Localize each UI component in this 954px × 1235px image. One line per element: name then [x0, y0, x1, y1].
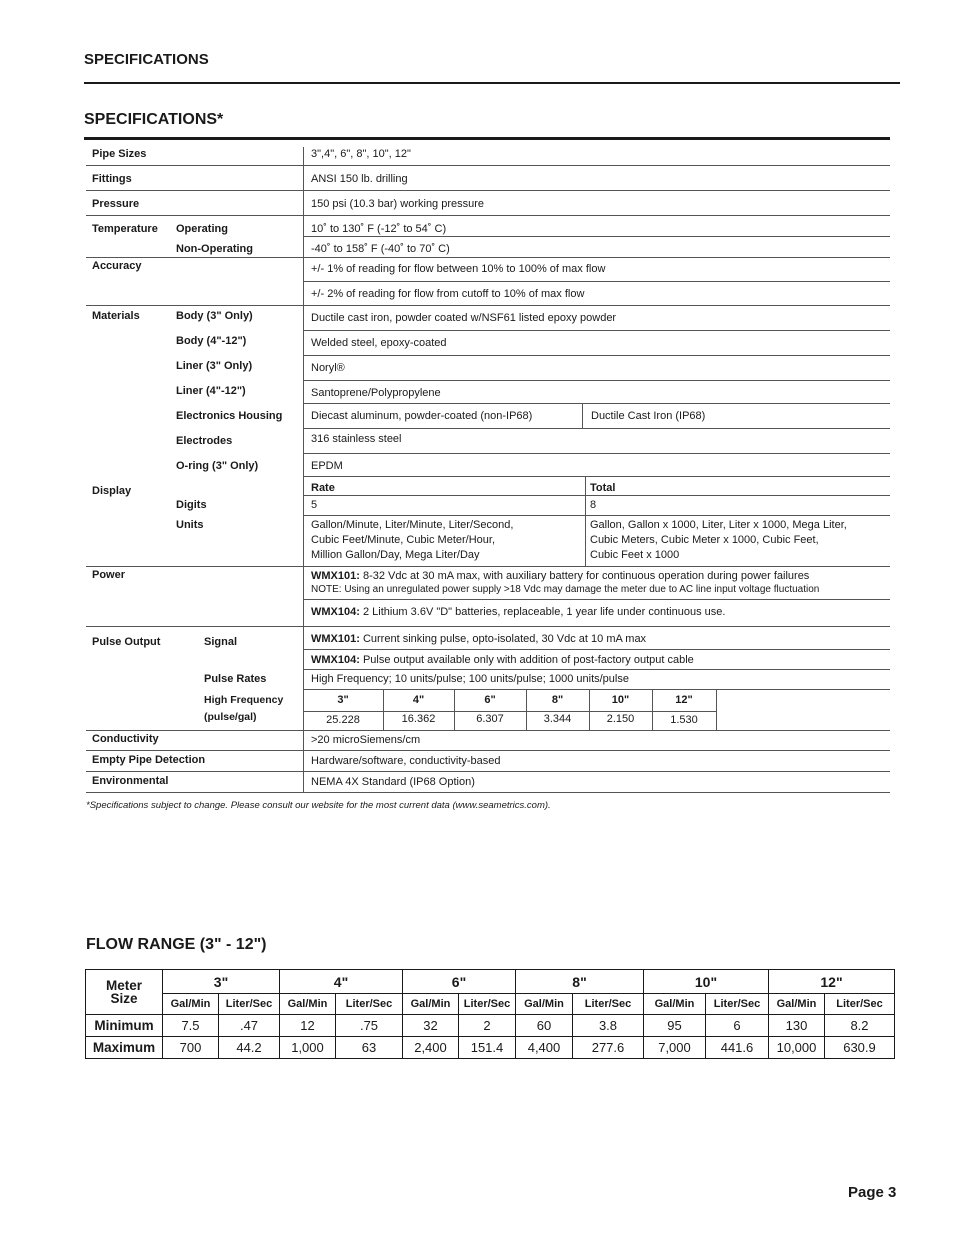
minimum-cell: .75	[336, 1015, 403, 1037]
flow-size-row	[86, 970, 895, 994]
hf-size: 8"	[551, 694, 564, 706]
row-divider	[86, 771, 890, 772]
minimum-cell: 8.2	[825, 1015, 895, 1037]
hf-size: 3"	[337, 694, 349, 706]
value-electronics-housing: Diecast aluminum, powder-coated (non-IP68)	[311, 410, 533, 422]
minimum-cell: 130	[769, 1015, 825, 1037]
row-divider	[303, 380, 890, 381]
label-temperature: Temperature	[92, 223, 158, 235]
row-divider	[86, 305, 890, 306]
hf-value: 1.530	[670, 714, 698, 726]
unit-gal-min: Gal/Min	[163, 994, 219, 1015]
value-accuracy-1: +/- 1% of reading for flow between 10% to 100% of max flow	[311, 263, 606, 275]
value-liner-3: Noryl®	[311, 362, 345, 374]
row-divider	[303, 476, 890, 477]
hf-value: 3.344	[543, 713, 572, 725]
minimum-cell: 3.8	[573, 1015, 644, 1037]
value-electronics-housing-ip68: Ductile Cast Iron (IP68)	[591, 410, 706, 422]
hf-size: 4"	[412, 694, 425, 706]
minimum-label: Minimum	[86, 1015, 163, 1037]
flow-maximum-row	[86, 1037, 895, 1059]
value-pulse-rates: High Frequency; 10 units/pulse; 100 units/pulse; 1000 units/pulse	[311, 673, 629, 685]
hf-value: 6.307	[476, 713, 504, 725]
value-digits-total: 8	[590, 499, 597, 511]
footnote: *Specifications subject to change. Please consult our website for the most current data (www.seametrics.com).	[86, 800, 551, 811]
unit-gal-min: Gal/Min	[280, 994, 336, 1015]
unit-liter-sec: Liter/Sec	[706, 994, 769, 1015]
label-liner-3: Liner (3" Only)	[176, 360, 253, 372]
maximum-cell: 44.2	[219, 1037, 280, 1059]
value-units-total-1: Gallon, Gallon x 1000, Liter, Liter x 1000, Mega Liter,	[590, 519, 847, 531]
label-liner-4-12: Liner (4"-12")	[176, 385, 246, 397]
value-liner-4-12: Santoprene/Polypropylene	[311, 387, 441, 399]
signal-wmx101-text: Current sinking pulse, opto-isolated, 30 Vdc at 10 mA max	[359, 633, 647, 645]
value-pipe-sizes: 3",4", 6", 8", 10", 12"	[311, 148, 411, 160]
label-electronics-housing: Electronics Housing	[176, 410, 283, 422]
value-non-operating: -40˚ to 158˚ F (-40˚ to 70˚ C)	[311, 243, 450, 255]
label-operating: Operating	[176, 223, 228, 235]
meter-size-header	[86, 970, 163, 1015]
column-divider	[582, 403, 583, 428]
maximum-cell: 441.6	[706, 1037, 769, 1059]
flow-size-header: 10"	[644, 970, 769, 994]
minimum-cell: 7.5	[163, 1015, 219, 1037]
minimum-cell: 60	[516, 1015, 573, 1037]
power-wmx101-text: 8-32 Vdc at 30 mA max, with auxiliary battery for continuous operation during power failures	[359, 570, 810, 582]
value-power-wmx104	[311, 605, 725, 620]
value-power-note: NOTE: Using an unregulated power supply >18 Vdc may damage the meter due to AC line input voltage fluctuation	[311, 584, 820, 595]
value-environmental: NEMA 4X Standard (IP68 Option)	[311, 776, 475, 788]
specifications-title: SPECIFICATIONS*	[84, 111, 224, 128]
label-signal: Signal	[204, 636, 238, 648]
row-divider	[86, 190, 890, 191]
row-divider	[303, 355, 890, 356]
minimum-cell: 12	[280, 1015, 336, 1037]
label-empty-pipe: Empty Pipe Detection	[92, 754, 206, 766]
value-units-rate-3: Million Gallon/Day, Mega Liter/Day	[311, 549, 480, 561]
maximum-cell: 2,400	[403, 1037, 459, 1059]
value-units-rate-2: Cubic Feet/Minute, Cubic Meter/Hour,	[311, 534, 496, 546]
specifications-rule	[84, 137, 890, 140]
meter-size-label-2: Size	[110, 991, 138, 1006]
row-divider	[86, 165, 890, 166]
value-pressure: 150 psi (10.3 bar) working pressure	[311, 198, 485, 210]
value-operating: 10˚ to 130˚ F (-12˚ to 54˚ C)	[311, 223, 447, 235]
label-o-ring: O-ring (3" Only)	[176, 460, 259, 472]
row-divider	[303, 599, 890, 600]
hf-size: 10"	[611, 694, 630, 706]
maximum-label: Maximum	[86, 1037, 163, 1059]
flow-range-table	[85, 969, 895, 1059]
value-o-ring: EPDM	[311, 460, 343, 472]
value-body-3: Ductile cast iron, powder coated w/NSF61 listed epoxy powder	[311, 312, 617, 324]
label-pressure: Pressure	[92, 198, 140, 210]
signal-wmx104-model: WMX104:	[311, 654, 360, 666]
maximum-cell: 700	[163, 1037, 219, 1059]
minimum-cell: 2	[459, 1015, 516, 1037]
flow-size-header: 6"	[403, 970, 516, 994]
value-body-4-12: Welded steel, epoxy-coated	[311, 337, 447, 349]
minimum-cell: .47	[219, 1015, 280, 1037]
meter-size-label-1: Meter	[105, 978, 142, 993]
power-wmx104-text: 2 Lithium 3.6V "D" batteries, replaceable, 1 year life under continuous use.	[359, 606, 726, 618]
label-body-4-12: Body (4"-12")	[176, 335, 247, 347]
flow-minimum-row	[86, 1015, 895, 1037]
maximum-cell: 7,000	[644, 1037, 706, 1059]
unit-liter-sec: Liter/Sec	[219, 994, 280, 1015]
label-pulse-rates: Pulse Rates	[204, 673, 267, 685]
row-divider	[303, 515, 890, 516]
label-accuracy: Accuracy	[92, 260, 142, 272]
unit-gal-min: Gal/Min	[644, 994, 706, 1015]
hf-size: 6"	[484, 694, 496, 706]
value-accuracy-2: +/- 2% of reading for flow from cutoff to 10% of max flow	[311, 288, 585, 300]
row-divider	[303, 689, 890, 690]
label-units: Units	[176, 519, 204, 531]
value-fittings: ANSI 150 lb. drilling	[311, 173, 408, 185]
maximum-cell: 1,000	[280, 1037, 336, 1059]
row-divider	[86, 792, 890, 793]
column-divider	[585, 476, 586, 566]
minimum-cell: 6	[706, 1015, 769, 1037]
unit-gal-min: Gal/Min	[769, 994, 825, 1015]
unit-gal-min: Gal/Min	[516, 994, 573, 1015]
value-electrodes: 316 stainless steel	[311, 433, 402, 445]
maximum-cell: 151.4	[459, 1037, 516, 1059]
signal-wmx101-model: WMX101:	[311, 633, 360, 645]
label-materials: Materials	[92, 310, 140, 322]
value-empty-pipe: Hardware/software, conductivity-based	[311, 755, 501, 767]
flow-size-header: 12"	[769, 970, 895, 994]
label-conductivity: Conductivity	[92, 733, 159, 745]
flow-size-header: 4"	[280, 970, 403, 994]
flow-unit-row	[86, 994, 895, 1015]
row-divider	[303, 669, 890, 670]
value-conductivity: >20 microSiemens/cm	[311, 734, 421, 746]
hf-value: 25.228	[326, 714, 360, 726]
hf-size: 12"	[675, 694, 693, 706]
value-units-rate-1: Gallon/Minute, Liter/Minute, Liter/Second,	[311, 519, 514, 531]
maximum-cell: 10,000	[769, 1037, 825, 1059]
header-rule	[84, 82, 900, 84]
label-power: Power	[92, 569, 126, 581]
row-divider	[86, 257, 890, 258]
label-pulse-per-gal: (pulse/gal)	[204, 711, 257, 723]
specifications-table	[86, 143, 890, 793]
row-divider	[86, 626, 890, 627]
label-fittings: Fittings	[92, 173, 132, 185]
minimum-cell: 32	[403, 1015, 459, 1037]
row-divider	[303, 330, 890, 331]
running-header: SPECIFICATIONS	[84, 51, 209, 68]
display-total-header: Total	[590, 482, 616, 494]
maximum-cell: 63	[336, 1037, 403, 1059]
label-digits: Digits	[176, 499, 207, 511]
label-body-3: Body (3" Only)	[176, 310, 253, 322]
value-signal-wmx101	[311, 632, 646, 647]
row-divider	[86, 566, 890, 567]
signal-wmx104-text: Pulse output available only with addition of post-factory output cable	[359, 654, 694, 666]
label-pulse-output: Pulse Output	[92, 636, 161, 648]
value-digits-rate: 5	[311, 499, 318, 511]
value-signal-wmx104	[311, 653, 694, 668]
row-divider	[303, 281, 890, 282]
display-rate-header: Rate	[311, 482, 335, 494]
page-number: Page 3	[848, 1184, 897, 1201]
label-environmental: Environmental	[92, 775, 169, 787]
maximum-cell: 277.6	[573, 1037, 644, 1059]
flow-size-header: 3"	[163, 970, 280, 994]
unit-gal-min: Gal/Min	[403, 994, 459, 1015]
value-units-total-2: Cubic Meters, Cubic Meter x 1000, Cubic Feet,	[590, 534, 819, 546]
flow-range-title: FLOW RANGE (3" - 12")	[86, 936, 267, 953]
value-units-total-3: Cubic Feet x 1000	[590, 549, 680, 561]
hf-value: 2.150	[606, 713, 635, 725]
maximum-cell: 630.9	[825, 1037, 895, 1059]
label-display: Display	[92, 485, 132, 497]
row-divider	[303, 403, 890, 404]
label-non-operating: Non-Operating	[176, 243, 253, 255]
hf-value: 16.362	[401, 713, 436, 725]
row-divider	[86, 730, 890, 731]
row-divider	[86, 215, 890, 216]
row-divider	[86, 750, 890, 751]
minimum-cell: 95	[644, 1015, 706, 1037]
unit-liter-sec: Liter/Sec	[825, 994, 895, 1015]
row-divider	[303, 453, 890, 454]
unit-liter-sec: Liter/Sec	[459, 994, 516, 1015]
column-divider	[716, 689, 717, 730]
label-high-frequency: High Frequency	[204, 694, 284, 706]
label-electrodes: Electrodes	[176, 435, 233, 447]
label-pipe-sizes: Pipe Sizes	[92, 148, 147, 160]
unit-liter-sec: Liter/Sec	[336, 994, 403, 1015]
maximum-cell: 4,400	[516, 1037, 573, 1059]
flow-size-header: 8"	[516, 970, 644, 994]
power-wmx104-model: WMX104:	[311, 606, 360, 618]
row-divider	[303, 649, 890, 650]
unit-liter-sec: Liter/Sec	[573, 994, 644, 1015]
power-wmx101-model: WMX101:	[311, 570, 360, 582]
row-divider	[303, 428, 890, 429]
